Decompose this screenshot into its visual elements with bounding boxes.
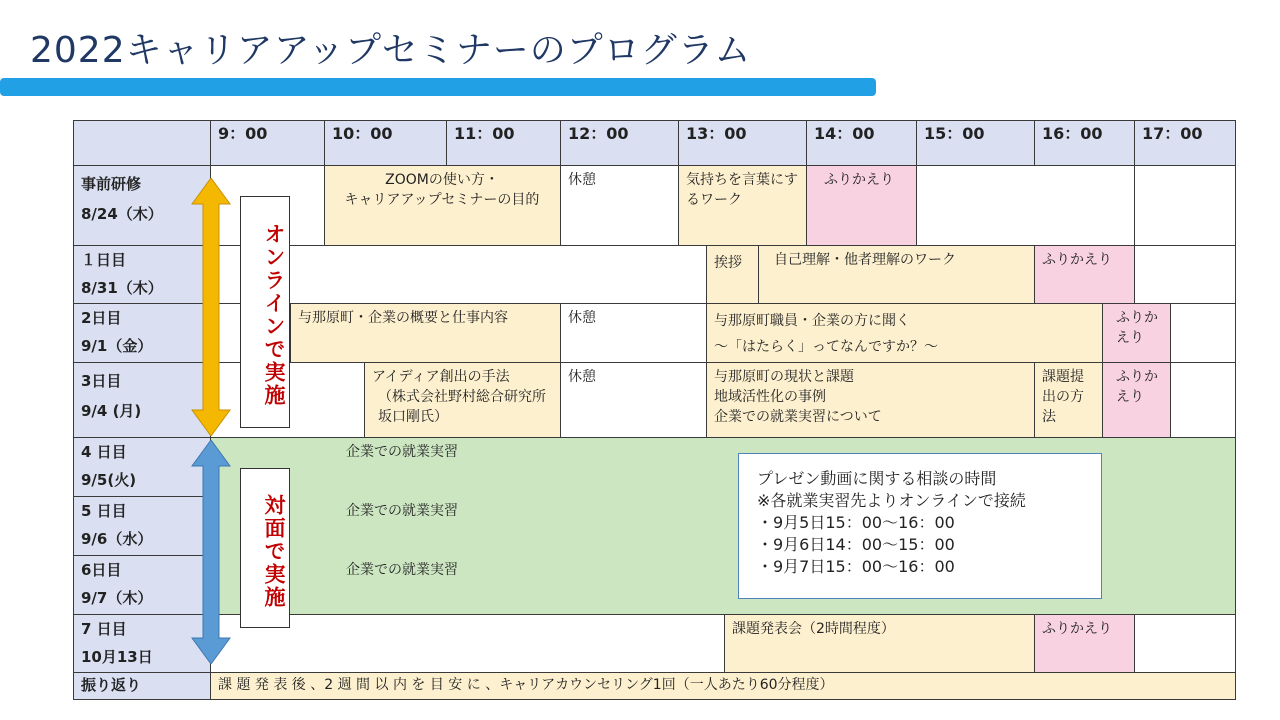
row-label-day7: 7 日目 10月13日 (73, 614, 210, 672)
grid-line (1034, 245, 1035, 303)
internship-row: 企業での就業実習 (210, 496, 1235, 555)
note-subtitle: ※各就業実習先よりオンラインで接続 (757, 491, 1026, 510)
header-time-11: 11：00 (446, 120, 560, 165)
session-presentation: 課題発表会（2時間程度） (724, 614, 1034, 672)
grid-line (1102, 303, 1103, 437)
grid-line (73, 120, 74, 700)
session-interview: 与那原町職員・企業の方に聞く ～「はたらく」ってなんですか？～ (706, 303, 1102, 362)
review-cell: ふりかえり (1034, 245, 1134, 303)
session-town-status: 与那原町の現状と課題 地域活性化の事例 企業での就業実習について (706, 362, 1034, 437)
row-label-day6: 6日目 9/7（木） (73, 555, 210, 614)
note-title: プレゼン動画に関する相談の時間 (757, 469, 997, 488)
grid-line (73, 437, 1236, 438)
grid-line (290, 303, 291, 362)
note-item: ・9月5日15：00～16：00 (757, 513, 955, 532)
grid-line (1134, 165, 1135, 303)
in-person-label: 対面で実施 (240, 468, 290, 628)
in-person-period-arrow (190, 440, 232, 664)
row-label-day4: 4 日目 9/5(火) (73, 437, 210, 496)
grid-line (1034, 362, 1035, 437)
grid-line (560, 165, 561, 245)
header-time-13: 13：00 (678, 120, 806, 165)
header-time-14: 14：00 (806, 120, 916, 165)
row-label-day1: １日目 8/31（木） (73, 245, 210, 303)
grid-line (724, 614, 725, 672)
grid-line (806, 165, 807, 245)
header-time-12: 12：00 (560, 120, 678, 165)
review-cell: ふりかえり (1102, 303, 1170, 362)
session-words-work: 気持ちを言葉にするワーク (678, 165, 806, 245)
review-cell: ふりかえり (1102, 362, 1170, 437)
header-time-15: 15：00 (916, 120, 1034, 165)
grid-line (916, 120, 917, 245)
header-time-10: 10：00 (324, 120, 446, 165)
grid-line (446, 120, 447, 165)
session-overview: 与那原町・企業の概要と仕事内容 (290, 303, 560, 362)
grid-line (1134, 120, 1135, 165)
review-cell: ふりかえり (806, 165, 916, 245)
review-cell: ふりかえり (1034, 614, 1134, 672)
break-cell: 休憩 (560, 165, 678, 245)
row-label-day2: 2日目 9/1（金） (73, 303, 210, 362)
row-label-day3: 3日目 9/4 (月) (73, 362, 210, 437)
header-time-16: 16：00 (1034, 120, 1134, 165)
grid-line (758, 245, 759, 303)
session-zoom-intro: ZOOMの使い方・ キャリアアップセミナーの目的 (324, 165, 560, 245)
grid-line (73, 120, 1236, 121)
session-idea-method: アイディア創出の手法 （株式会社野村総合研究所 坂口剛氏） (364, 362, 560, 437)
header-time-9: 9：00 (210, 120, 324, 165)
grid-line (678, 120, 679, 165)
online-label: オンラインで実施 (240, 196, 290, 428)
grid-line (1170, 303, 1171, 437)
session-submission: 課題提出の方法 (1034, 362, 1102, 437)
online-period-arrow (190, 178, 232, 436)
header-time-17: 17：00 (1134, 120, 1235, 165)
grid-line (1235, 120, 1236, 700)
grid-line (560, 120, 561, 165)
grid-line (1034, 614, 1035, 672)
grid-line (806, 120, 807, 165)
internship-row: 企業での就業実習 (210, 555, 1235, 614)
followup-counseling: 課 題 発 表 後 、2 週 間 以 内 を 目 安 に 、キャリアカウンセリング1回（一人あたり60分程度） (210, 672, 1235, 699)
grid-line (678, 165, 679, 245)
grid-line (1134, 614, 1135, 672)
grid-line (324, 120, 325, 245)
grid-line (560, 303, 561, 437)
break-cell: 休憩 (560, 303, 706, 362)
internship-row: 企業での就業実習 (210, 437, 1235, 496)
grid-line (706, 245, 707, 437)
row-label-review: 振り返り (73, 672, 210, 699)
title-accent-bar (0, 78, 876, 96)
note-item: ・9月6日14：00～15：00 (757, 535, 955, 554)
consultation-note (738, 453, 1102, 599)
greeting-cell: 挨拶 (706, 245, 758, 303)
grid-line (73, 165, 1236, 166)
grid-line (1034, 120, 1035, 165)
grid-line (364, 362, 365, 437)
break-cell: 休憩 (560, 362, 706, 437)
grid-line (73, 672, 1236, 673)
session-self-understanding: 自己理解・他者理解のワーク (758, 245, 1034, 303)
header-corner (73, 120, 210, 165)
note-item: ・9月7日15：00～16：00 (757, 557, 955, 576)
row-label-pre: 事前研修 8/24（木） (73, 165, 210, 245)
row-label-day5: 5 日目 9/6（水） (73, 496, 210, 555)
page-title: 2022キャリアアップセミナーのプログラム (30, 30, 752, 71)
grid-line (73, 699, 1236, 700)
